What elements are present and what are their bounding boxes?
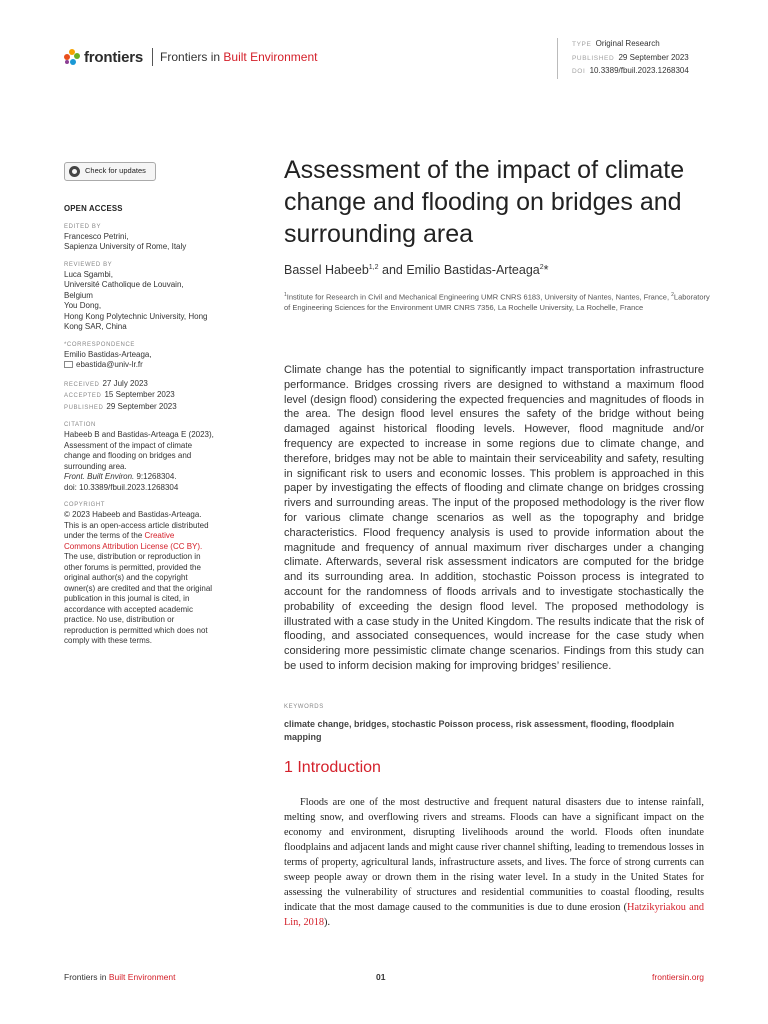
affiliation-1: Institute for Research in Civil and Mechanical Engineering UMR CNRS 6183, University of Nantes, Nantes, France, <box>286 292 672 302</box>
open-access-label: OPEN ACCESS <box>64 204 123 213</box>
reviewed-by-label: REVIEWED BY <box>64 261 113 268</box>
citation-journal-line <box>64 472 240 483</box>
license-link[interactable]: Creative <box>144 531 175 540</box>
author-affil-sup: 2 <box>539 263 544 271</box>
author-affil-sup: 1,2 <box>368 263 379 271</box>
copyright-line <box>64 542 240 553</box>
citation-line: Assessment of the impact of climate <box>64 440 193 450</box>
affil-sup: 1 <box>284 292 287 298</box>
copyright-line-license <box>64 531 240 542</box>
citation-line: Habeeb B and Bastidas-Arteaga E (2023), <box>64 430 214 439</box>
article-title: Assessment of the impact of climate change and flooding on bridges and surrounding area <box>284 156 685 248</box>
date-accepted-value: 15 September 2023 <box>104 390 175 399</box>
journal-accent: Built Environment <box>223 50 318 64</box>
copyright-line: original author(s) and the copyright <box>64 573 188 582</box>
correspondence-name: Emilio Bastidas-Arteaga, <box>64 349 152 359</box>
date-received-key: RECEIVED <box>64 381 100 388</box>
brand-divider <box>152 48 153 66</box>
logo-dot-3 <box>74 53 80 59</box>
date-published-key: PUBLISHED <box>64 404 104 411</box>
copyright-line: practice. No use, distribution or <box>64 615 175 624</box>
introduction-paragraph <box>284 795 704 930</box>
reviewer-line: Kong SAR, China <box>64 322 127 331</box>
logo-dot-4 <box>70 59 76 65</box>
keywords-label: KEYWORDS <box>284 704 324 710</box>
reviewer-line: Université Catholique de Louvain, <box>64 280 184 289</box>
citation-volume: 9:1268304. <box>134 472 177 481</box>
article-dates <box>64 379 240 414</box>
date-published-value: 29 September 2023 <box>106 401 177 411</box>
reviewer-line: Hong Kong Polytechnic University, Hong <box>64 311 208 321</box>
frontiers-logo-icon <box>64 49 80 65</box>
edited-by <box>64 232 240 253</box>
citation-line: change and flooding on bridges and <box>64 451 192 460</box>
affiliation-2: Laboratory of Engineering Sciences for the Environment UMR CNRS 7356, La Rochelle University, La Rochelle, France <box>284 292 710 313</box>
reviewed-by <box>64 270 240 333</box>
footer-journal[interactable] <box>64 972 176 982</box>
meta-published <box>572 52 689 66</box>
editor-line: Sapienza University of Rome, Italy <box>64 242 187 251</box>
meta-type-value: Original Research <box>595 39 660 48</box>
reviewer-line: Belgium <box>64 290 93 300</box>
intro-text: Floods are one of the most destructive and frequent natural disasters due to intense rainfall, melting snow, and overflowing rivers and streams. Floods can have a significant impact on the economy and environment, disrupting livelihoods around the world. Floods often inundate floodplains and adjacent lands and might cause river channel shifting, leading to tremendous losses in terms of property, agricultural lands, infrastructure assets, and lives. The force of strong currents can sweep people away or drown them in the rising water level. In a study in the United States for assessing the vulnerability of structures and residential communities to coastal flooding, results indicate that the most damage caused to the communities is due to dune erosion ( <box>284 797 704 913</box>
correspondence-email[interactable]: ebastida@univ-lr.fr <box>76 360 143 369</box>
footer-journal-accent: Built Environment <box>108 972 176 982</box>
section-heading-introduction: 1 Introduction <box>284 759 381 776</box>
corresponding-mark: * <box>543 263 549 277</box>
date-published <box>64 402 240 414</box>
copyright-line: publication in this journal is cited, in <box>64 594 190 603</box>
citation-journal: Front. Built Environ. <box>64 472 135 481</box>
citation-doi[interactable]: doi: 10.3389/fbuil.2023.1268304 <box>64 482 179 492</box>
reference-link[interactable]: Hatzikyriakou and Lin, 2018 <box>284 902 705 928</box>
meta-doi[interactable] <box>572 65 689 79</box>
reviewer-line: You Dong, <box>64 301 102 310</box>
author-and: and <box>378 263 407 277</box>
copyright-line: owner(s) are credited and that the original <box>64 583 213 593</box>
date-received <box>64 379 240 391</box>
citation-line: surrounding area. <box>64 461 127 471</box>
meta-doi-key: DOI <box>572 68 586 75</box>
affil-sup: 2 <box>671 292 674 298</box>
logo-dot-5 <box>65 60 69 64</box>
license-link-continued[interactable]: Commons Attribution License (CC BY). <box>64 541 203 551</box>
author-name[interactable]: Bassel Habeeb <box>284 263 369 277</box>
copyright-line: This is an open-access article distributed <box>64 520 209 530</box>
journal-prefix: Frontiers in <box>160 50 224 64</box>
intro-text-end: ). <box>324 917 331 928</box>
citation <box>64 430 240 493</box>
correspondence-email-row[interactable] <box>64 360 240 371</box>
meta-type-key: TYPE <box>572 41 592 48</box>
copyright-line: The use, distribution or reproduction in <box>64 552 201 561</box>
copyright-line: comply with these terms. <box>64 636 153 645</box>
editor-line: Francesco Petrini, <box>64 231 129 241</box>
affiliations <box>284 290 714 314</box>
copyright-line: accordance with accepted academic <box>64 604 193 614</box>
copyright-line: © 2023 Habeeb and Bastidas-Arteaga. <box>64 510 202 519</box>
citation-label: CITATION <box>64 422 96 428</box>
check-for-updates-button[interactable] <box>64 162 156 181</box>
meta-type <box>572 38 689 52</box>
correspondence <box>64 350 240 371</box>
meta-doi-value[interactable]: 10.3389/fbuil.2023.1268304 <box>589 66 689 75</box>
check-for-updates-label: Check for updates <box>85 166 146 176</box>
copyright-line: other forums is permitted, provided the <box>64 562 201 572</box>
footer-site-link[interactable]: frontiersin.org <box>652 972 704 982</box>
journal-name[interactable] <box>160 50 317 64</box>
author-name[interactable]: Emilio Bastidas-Arteaga <box>406 263 540 277</box>
brand-name: frontiers <box>84 48 144 66</box>
edited-by-label: EDITED BY <box>64 223 102 230</box>
keywords: climate change, bridges, stochastic Poisson process, risk assessment, flooding, floodplain mapping <box>284 719 675 742</box>
reviewer-line: Luca Sgambi, <box>64 269 113 279</box>
date-accepted <box>64 390 240 402</box>
envelope-icon <box>64 361 73 368</box>
article-sidebar <box>64 162 240 647</box>
author-list <box>284 263 549 277</box>
copyright-line: reproduction is permitted which does not <box>64 625 208 635</box>
abstract: Climate change has the potential to significantly impact transportation infrastructure performance. Bridges crossing rivers are designed to withstand a maximum flood level (design flood) considering the expected frequencies and magnitudes of floods in the area. The design flood level ensures the safety of the bridge without being damaged against historical flooding levels. However, flood magnitude and/or frequency are expected to increase in some regions due to climate change, and therefore, bridges may not be able to maintain their serviceability and safety, resulting in significant risk to users and economic losses. This problem is approached in this paper by investigating the effects of flooding and climate change on bridges crossing rivers and surrounding areas. The input of the proposed methodology is the river flow for various climate change scenarios as well as the topography and bridge characteristics. Flood frequency analysis is used to provide information about the magnitude and frequency of annual maximum river discharges under a changing climate. Afterwards, several risk assessment indicators are computed for the bridge and its surrounding area. In addition, stochastic Poisson process is integrated to account for the randomness of floods arrivals and to investigate stochastically the probability of exceeding the design flood level. The proposed methodology is illustrated with a case study in the United Kingdom. The results indicate that the risk of flooding, and associated consequences, would increase for the case study when considering more pessimistic climate change scenarios. Findings from this study can be used to inform decision making for improving bridges’ resilience. <box>284 364 704 672</box>
correspondence-label: *CORRESPONDENCE <box>64 341 136 348</box>
article-meta <box>557 38 689 79</box>
copyright <box>64 510 240 647</box>
frontiers-logo[interactable] <box>64 48 317 66</box>
update-check-icon <box>69 166 80 177</box>
date-received-value: 27 July 2023 <box>102 378 148 388</box>
copyright-label: COPYRIGHT <box>64 502 106 508</box>
date-accepted-key: ACCEPTED <box>64 393 102 399</box>
meta-published-key: PUBLISHED <box>572 54 615 62</box>
page-number: 01 <box>376 972 386 982</box>
copyright-line-text: under the terms of the <box>64 531 145 540</box>
footer-journal-prefix: Frontiers in <box>64 972 109 982</box>
meta-published-value: 29 September 2023 <box>618 52 689 62</box>
